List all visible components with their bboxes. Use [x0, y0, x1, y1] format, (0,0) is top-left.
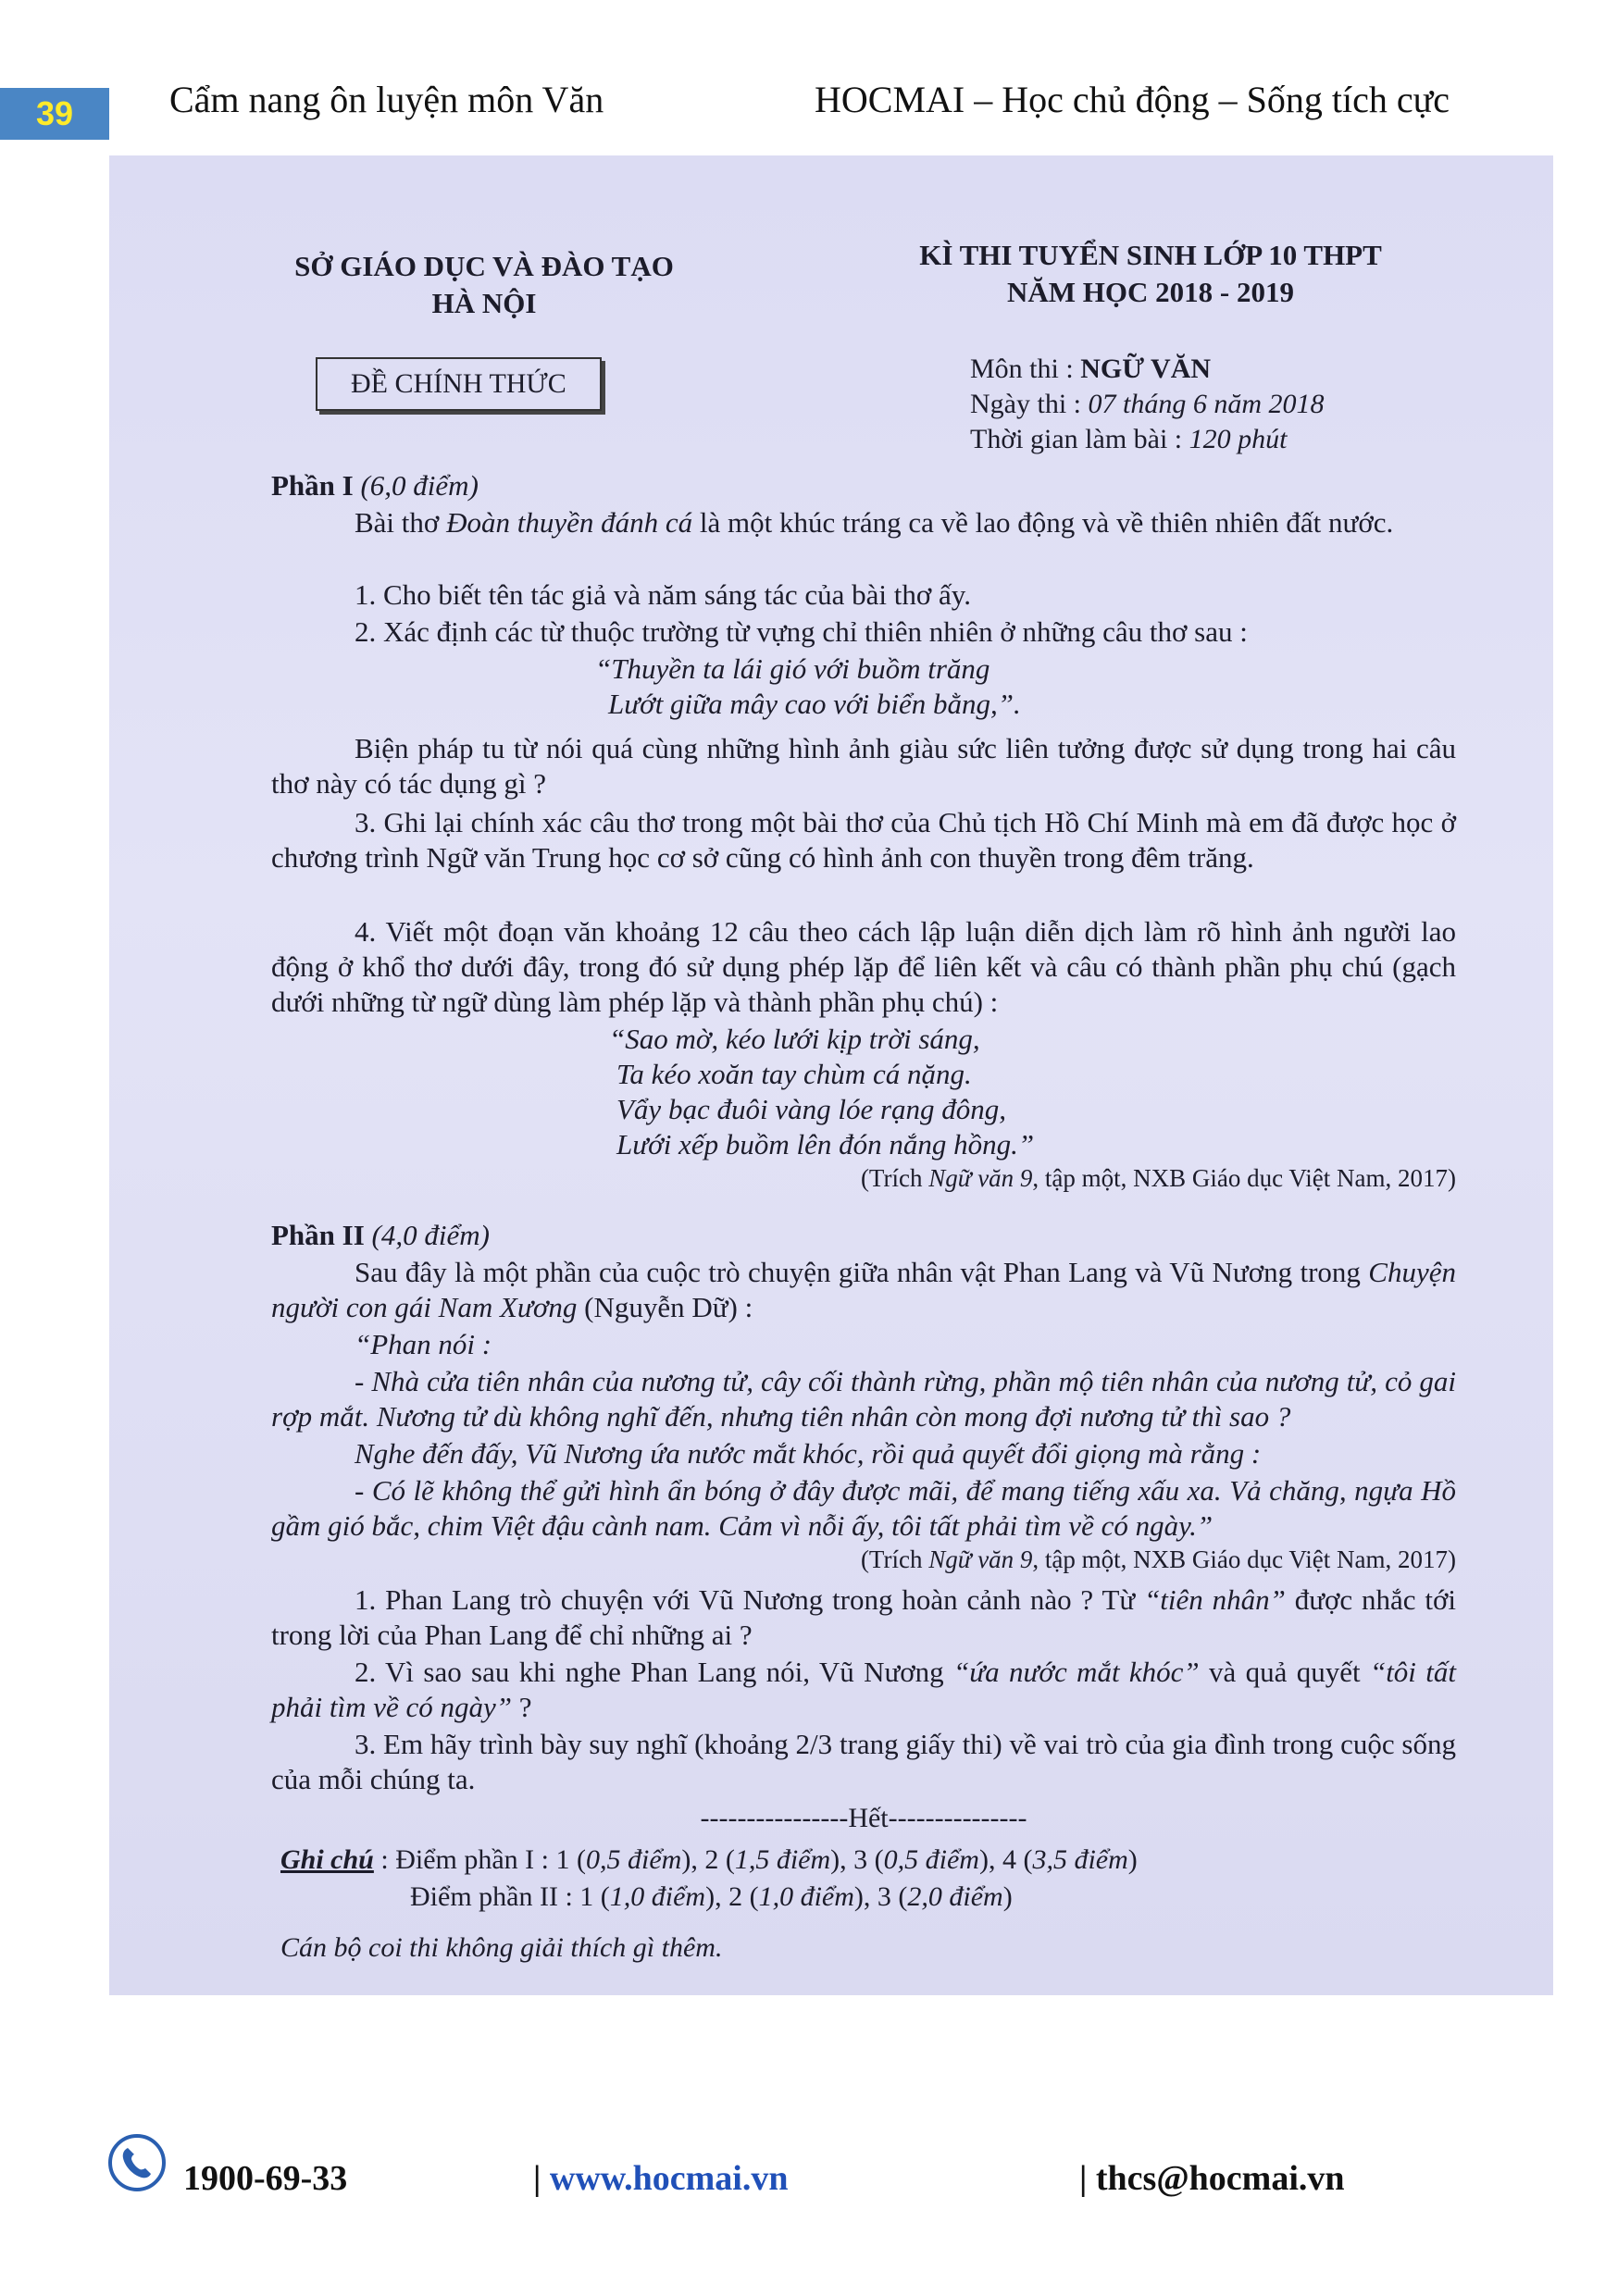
exam-title: KÌ THI TUYỂN SINH LỚP 10 THPT: [919, 239, 1382, 271]
poem2-line-4: Lưới xếp buồm lên đón nắng hồng.”: [616, 1128, 1035, 1160]
part1-source-book: Ngữ văn 9: [928, 1164, 1033, 1192]
part2-quote-line-1: “Phan nói :: [355, 1328, 492, 1360]
footer-email-wrap: [1079, 2158, 1345, 2199]
grading-note: [280, 1842, 1138, 1916]
grading-note-part2: [280, 1879, 1138, 1916]
note-p2-s2: 1,0 điểm: [758, 1881, 854, 1912]
proctor-note: Cán bộ coi thi không giải thích gì thêm.: [280, 1932, 723, 1963]
subject-label: Môn thi :: [970, 354, 1081, 384]
subject-line: [970, 352, 1325, 387]
subject-value: NGỮ VĂN: [1080, 354, 1212, 384]
note-p2-d: ): [1002, 1881, 1013, 1912]
poem2-line-3: Vẩy bạc đuôi vàng lóe rạng đông,: [616, 1093, 1007, 1125]
part1-question-2b: Biện pháp tu từ nói quá cùng những hình ảnh giàu sức liên tưởng được sử dụng trong hai câu thơ này có tác dụng gì ?: [271, 732, 1456, 800]
note-p1-c: ), 3 (: [830, 1844, 884, 1875]
end-mark: ----------------Hết---------------: [700, 1803, 1027, 1833]
part2-source-b: , tập một, NXB Giáo dục Việt Nam, 2017): [1032, 1545, 1456, 1573]
time-value: 120 phút: [1189, 424, 1288, 454]
footer-separator-1: |: [533, 2159, 550, 2198]
part2-source-book: Ngữ văn 9: [928, 1545, 1033, 1573]
part1-poem-title: Đoàn thuyền đánh cá: [446, 506, 693, 539]
part1-intro-text-a: Bài thơ: [355, 506, 447, 539]
part2-question-2: [271, 1655, 1456, 1725]
header-right-title: HOCMAI – Học chủ động – Sống tích cực: [815, 79, 1450, 120]
note-p1-a: : Điểm phần I : 1 (: [373, 1844, 586, 1875]
official-label-box: [316, 357, 602, 411]
part1-source: [790, 1164, 1456, 1193]
part2-q2-term-2: “tôi tất phải tìm về có ngày”: [271, 1656, 1456, 1723]
department-line-1: SỞ GIÁO DỤC VÀ ĐÀO TẠO: [294, 250, 674, 282]
part2-source: [790, 1545, 1456, 1574]
part2-quote-line-2: - Nhà cửa tiên nhân của nương tử, cây cối thành rừng, phần mộ tiên nhân của nương tử, cỏ gai rợp mắt. Nương tử dù không nghĩ đến, nhưng tiên nhân còn mong đợi nương tử thì sao ?: [271, 1365, 1456, 1433]
part1-question-4: 4. Viết một đoạn văn khoảng 12 câu theo cách lập luận diễn dịch làm rõ hình ảnh người lao động ở khổ thơ dưới đây, trong đó sử dụng phép lặp để liên kết và câu có thành phần phụ chú (gạch dưới những từ ngữ dùng làm phép lặp và thành phần phụ chú) :: [271, 915, 1456, 1018]
note-p1-e: ): [1127, 1844, 1138, 1875]
part2-quote-line-4: - Có lẽ không thể gửi hình ẩn bóng ở đây được mãi, để mang tiếng xấu xa. Vả chăng, ngựa Hồ gầm gió bắc, chim Việt đậu cành nam. Cảm vì nỗi ấy, tôi tất phải tìm về có ngày.”: [271, 1474, 1456, 1542]
note-p2-a: Điểm phần II : 1 (: [410, 1881, 610, 1912]
note-p1-s2: 1,5 điểm: [734, 1844, 831, 1875]
note-p1-b: ), 2 (: [681, 1844, 735, 1875]
note-p1-s3: 0,5 điểm: [883, 1844, 979, 1875]
time-label: Thời gian làm bài :: [970, 424, 1189, 454]
part2-q2-term-1: “ứa nước mắt khóc”: [953, 1656, 1200, 1688]
poem2-line-2: Ta kéo xoăn tay chùm cá nặng.: [616, 1058, 972, 1090]
part2-q2-text-b: và quả quyết: [1199, 1656, 1370, 1688]
part1-question-3: 3. Ghi lại chính xác câu thơ trong một bài thơ của Chủ tịch Hồ Chí Minh mà em đã được học ở chương trình Ngữ văn Trung học cơ sở cũng có hình ảnh con thuyền trong đêm trăng.: [271, 806, 1456, 874]
part2-quote-line-3: Nghe đến đấy, Vũ Nương ứa nước mắt khóc, rồi quả quyết đổi giọng mà rằng :: [355, 1437, 1262, 1470]
note-p2-c: ), 3 (: [853, 1881, 908, 1912]
part2-question-1: [271, 1582, 1456, 1653]
page-number-badge: 39: [0, 88, 109, 140]
part2-points: (4,0 điểm): [371, 1219, 490, 1251]
school-year: NĂM HỌC 2018 - 2019: [1007, 276, 1294, 308]
part1-poem-2: [609, 1022, 1034, 1162]
grading-note-label: Ghi chú: [280, 1844, 374, 1875]
part1-question-1: 1. Cho biết tên tác giả và năm sáng tác của bài thơ ấy.: [355, 578, 972, 611]
time-line: [970, 422, 1325, 457]
part2-source-a: (Trích: [860, 1545, 929, 1573]
part2-q1-term: “tiên nhân”: [1144, 1583, 1286, 1616]
note-p2-b: ), 2 (: [705, 1881, 759, 1912]
note-p2-s1: 1,0 điểm: [609, 1881, 706, 1912]
poem1-line-2: Lướt giữa mây cao với biển bằng,”.: [608, 688, 1021, 720]
part1-intro: [271, 505, 1456, 540]
date-label: Ngày thi :: [970, 389, 1089, 419]
part2-q2-text-c: ?: [512, 1691, 532, 1723]
date-value: 07 tháng 6 năm 2018: [1088, 389, 1325, 419]
part2-q2-text-a: 2. Vì sao sau khi nghe Phan Lang nói, Vũ Nương: [355, 1656, 953, 1688]
exam-info: [970, 352, 1325, 457]
part2-intro-text-a: Sau đây là một phần của cuộc trò chuyện giữa nhân vật Phan Lang và Vũ Nương trong: [355, 1256, 1369, 1288]
footer-website-link[interactable]: www.hocmai.vn: [549, 2159, 789, 2198]
exam-title-block: [845, 237, 1456, 311]
footer-separator-2: |: [1079, 2159, 1096, 2198]
part2-q1-text-a: 1. Phan Lang trò chuyện với Vũ Nương trong hoàn cảnh nào ? Từ: [355, 1583, 1145, 1616]
part1-heading: Phần I: [271, 469, 354, 502]
grading-note-part1: [280, 1842, 1138, 1879]
phone-icon: [107, 2133, 167, 2192]
poem1-line-1: “Thuyền ta lái gió với buồm trăng: [595, 652, 990, 685]
date-line: [970, 387, 1325, 422]
header-left-title: Cẩm nang ôn luyện môn Văn: [169, 79, 604, 120]
part1-question-2: 2. Xác định các từ thuộc trường từ vựng chỉ thiên nhiên ở những câu thơ sau :: [355, 615, 1248, 648]
note-p1-s4: 3,5 điểm: [1032, 1844, 1128, 1875]
part2-story-title: Chuyện người con gái Nam Xương: [271, 1256, 1456, 1323]
scanned-exam-paper: [109, 155, 1553, 1995]
part2-heading: Phần II: [271, 1219, 365, 1251]
part1-heading-line: [271, 468, 1456, 503]
part2-q1-text-b: được nhắc tới trong lời của Phan Lang để chỉ những ai ?: [271, 1583, 1457, 1651]
note-p2-s3: 2,0 điểm: [907, 1881, 1003, 1912]
footer-website-wrap: [533, 2158, 788, 2199]
note-p1-s1: 0,5 điểm: [586, 1844, 682, 1875]
part1-poem-1: [595, 652, 1021, 722]
part1-points: (6,0 điểm): [360, 469, 479, 502]
part1-intro-text-b: là một khúc tráng ca về lao động và về thiên nhiên đất nước.: [692, 506, 1394, 539]
part2-heading-line: [271, 1218, 1456, 1253]
note-p1-d: ), 4 (: [978, 1844, 1033, 1875]
poem2-line-1: “Sao mờ, kéo lưới kịp trời sáng,: [609, 1023, 980, 1055]
part2-intro-text-b: (Nguyễn Dữ) :: [577, 1291, 753, 1323]
exam-department: [271, 248, 697, 322]
department-line-2: HÀ NỘI: [431, 287, 537, 319]
part1-source-a: (Trích: [860, 1164, 929, 1192]
official-label: ĐỀ CHÍNH THỨC: [316, 357, 602, 411]
part2-intro: [271, 1255, 1456, 1325]
part1-source-b: , tập một, NXB Giáo dục Việt Nam, 2017): [1032, 1164, 1456, 1192]
footer-email[interactable]: thcs@hocmai.vn: [1095, 2159, 1345, 2198]
footer-phone: 1900-69-33: [183, 2159, 348, 2198]
part2-question-3: 3. Em hãy trình bày suy nghĩ (khoảng 2/3 trang giấy thi) về vai trò của gia đình trong cuộc sống của mỗi chúng ta.: [271, 1728, 1456, 1795]
